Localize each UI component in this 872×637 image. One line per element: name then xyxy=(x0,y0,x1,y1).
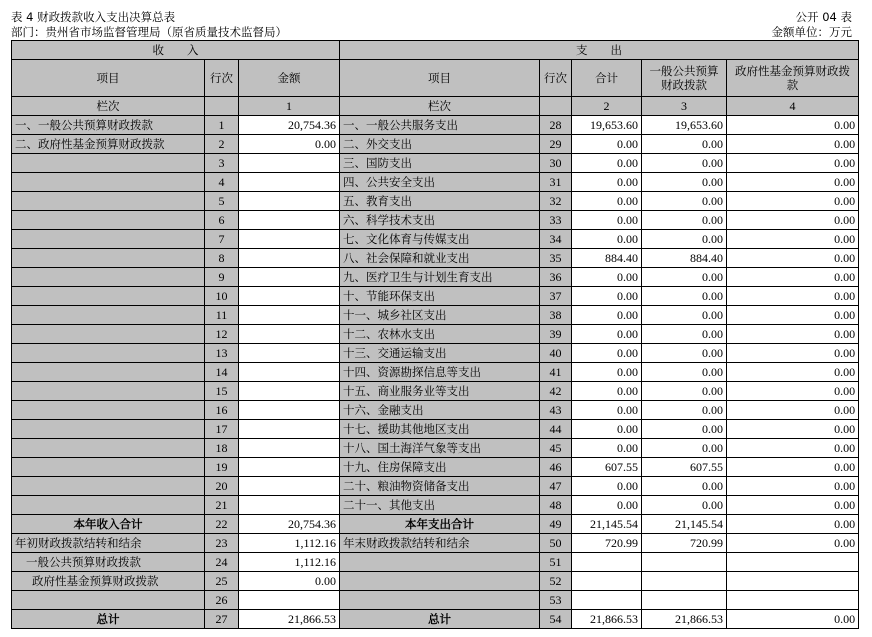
income-amount xyxy=(239,211,340,230)
table-row xyxy=(12,268,859,287)
income-line-no: 11 xyxy=(205,306,239,325)
expense-item: 八、社会保障和就业支出 xyxy=(340,249,540,268)
blank-row xyxy=(12,591,859,610)
table-row xyxy=(12,230,859,249)
table-row xyxy=(12,306,859,325)
expense-fund-cell: 0.00 xyxy=(727,192,859,211)
expense-general-cell: 0.00 xyxy=(642,439,727,458)
begin-carryover-no: 23 xyxy=(205,534,239,553)
expense-item: 七、文化体育与传媒支出 xyxy=(340,230,540,249)
income-amount xyxy=(239,230,340,249)
income-amount xyxy=(239,306,340,325)
income-line-no: 8 xyxy=(205,249,239,268)
unit-label: 金额单位：万元 xyxy=(771,25,852,39)
expense-total-cell: 0.00 xyxy=(572,230,642,249)
expense-fund-cell: 0.00 xyxy=(727,382,859,401)
column-header-row xyxy=(12,60,859,97)
income-total-row xyxy=(12,515,859,534)
table-row xyxy=(12,192,859,211)
expense-total-label: 本年支出合计 xyxy=(340,515,540,534)
income-amount xyxy=(239,287,340,306)
income-line-no: 15 xyxy=(205,382,239,401)
expense-fund-cell: 0.00 xyxy=(727,116,859,135)
expense-line-no: 33 xyxy=(540,211,572,230)
table-row xyxy=(12,363,859,382)
income-amount xyxy=(239,249,340,268)
income-item xyxy=(12,344,205,363)
expense-total-cell: 0.00 xyxy=(572,363,642,382)
expense-item: 十九、住房保障支出 xyxy=(340,458,540,477)
expense-fund-cell: 0.00 xyxy=(727,477,859,496)
expense-total-fund: 0.00 xyxy=(727,515,859,534)
expense-general-cell: 0.00 xyxy=(642,363,727,382)
table-row xyxy=(12,287,859,306)
grand-total-label: 总计 xyxy=(12,610,205,629)
table-row xyxy=(12,173,859,192)
expense-general-cell: 607.55 xyxy=(642,458,727,477)
expense-general-cell: 0.00 xyxy=(642,173,727,192)
begin-fund-label: 政府性基金预算财政拨款 xyxy=(12,572,205,591)
grand-total-no: 27 xyxy=(205,610,239,629)
carryover-fund-row xyxy=(12,572,859,591)
expense-general-cell: 0.00 xyxy=(642,420,727,439)
expense-line-no: 32 xyxy=(540,192,572,211)
department-label: 部门：贵州省市场监督管理局（原省质量技术监督局） xyxy=(11,25,287,39)
expense-total-cell: 884.40 xyxy=(572,249,642,268)
income-item xyxy=(12,439,205,458)
expense-general-cell: 0.00 xyxy=(642,287,727,306)
expense-total-cell: 607.55 xyxy=(572,458,642,477)
end-carryover-fund: 0.00 xyxy=(727,534,859,553)
expense-total-cell: 19,653.60 xyxy=(572,116,642,135)
expense-fund-cell: 0.00 xyxy=(727,173,859,192)
expense-fund-cell: 0.00 xyxy=(727,420,859,439)
table-row xyxy=(12,249,859,268)
begin-fund-amount: 0.00 xyxy=(239,572,340,591)
expense-total-cell: 0.00 xyxy=(572,268,642,287)
expense-grand-total-label: 总计 xyxy=(340,610,540,629)
expense-line-no: 42 xyxy=(540,382,572,401)
expense-item: 五、教育支出 xyxy=(340,192,540,211)
income-group-header: 收 入 xyxy=(12,41,340,60)
expense-item: 十六、金融支出 xyxy=(340,401,540,420)
income-amount xyxy=(239,401,340,420)
income-item xyxy=(12,230,205,249)
income-line-no: 4 xyxy=(205,173,239,192)
seq-2: 2 xyxy=(572,97,642,116)
end-carryover-no: 50 xyxy=(540,534,572,553)
expense-line-no: 36 xyxy=(540,268,572,287)
expense-fund-cell: 0.00 xyxy=(727,249,859,268)
expense-line-no: 41 xyxy=(540,363,572,382)
expense-total-cell: 0.00 xyxy=(572,477,642,496)
col-line-no: 行次 xyxy=(205,60,239,97)
income-amount xyxy=(239,496,340,515)
expense-total-cell: 0.00 xyxy=(572,344,642,363)
exp-line-53: 53 xyxy=(540,591,572,610)
begin-general-label: 一般公共预算财政拨款 xyxy=(12,553,205,572)
expense-fund-cell: 0.00 xyxy=(727,154,859,173)
income-item xyxy=(12,496,205,515)
expense-fund-cell: 0.00 xyxy=(727,439,859,458)
expense-total: 21,145.54 xyxy=(572,515,642,534)
grand-total-amount: 21,866.53 xyxy=(239,610,340,629)
expense-item: 十、节能环保支出 xyxy=(340,287,540,306)
exp-seq-blank xyxy=(540,97,572,116)
income-line-no: 3 xyxy=(205,154,239,173)
table-row xyxy=(12,135,859,154)
expense-line-no: 47 xyxy=(540,477,572,496)
carryover-row xyxy=(12,534,859,553)
income-amount xyxy=(239,477,340,496)
income-line-no: 17 xyxy=(205,420,239,439)
seq-4: 4 xyxy=(727,97,859,116)
expense-item: 二、外交支出 xyxy=(340,135,540,154)
table-row xyxy=(12,439,859,458)
table-row xyxy=(12,325,859,344)
expense-grand-total-general: 21,866.53 xyxy=(642,610,727,629)
col-amount: 金额 xyxy=(239,60,340,97)
income-line-no: 5 xyxy=(205,192,239,211)
income-line-no: 9 xyxy=(205,268,239,287)
expense-line-no: 40 xyxy=(540,344,572,363)
income-total-amount: 20,754.36 xyxy=(239,515,340,534)
expense-total-cell: 0.00 xyxy=(572,154,642,173)
expense-total-cell: 0.00 xyxy=(572,325,642,344)
income-item xyxy=(12,401,205,420)
exp-seq-label: 栏次 xyxy=(340,97,540,116)
expense-item: 一、一般公共服务支出 xyxy=(340,116,540,135)
expense-total-general: 21,145.54 xyxy=(642,515,727,534)
income-item xyxy=(12,211,205,230)
income-total-no: 22 xyxy=(205,515,239,534)
seq-label: 栏次 xyxy=(12,97,205,116)
income-amount xyxy=(239,458,340,477)
expense-total-cell: 0.00 xyxy=(572,211,642,230)
table-row xyxy=(12,116,859,135)
begin-carryover-amount: 1,112.16 xyxy=(239,534,340,553)
income-line-no: 19 xyxy=(205,458,239,477)
expense-item: 四、公共安全支出 xyxy=(340,173,540,192)
income-amount xyxy=(239,173,340,192)
expense-total-cell: 0.00 xyxy=(572,439,642,458)
expense-general-cell: 0.00 xyxy=(642,211,727,230)
expense-line-no: 38 xyxy=(540,306,572,325)
expense-line-no: 34 xyxy=(540,230,572,249)
expense-fund-cell: 0.00 xyxy=(727,496,859,515)
income-amount xyxy=(239,439,340,458)
expense-line-no: 48 xyxy=(540,496,572,515)
expense-general-cell: 0.00 xyxy=(642,230,727,249)
income-item xyxy=(12,477,205,496)
income-amount xyxy=(239,420,340,439)
expense-item: 二十、粮油物资储备支出 xyxy=(340,477,540,496)
income-item xyxy=(12,287,205,306)
exp-line-51: 51 xyxy=(540,553,572,572)
table-row xyxy=(12,458,859,477)
table-title: 表 4 财政拨款收入支出决算总表 xyxy=(11,10,176,24)
col-exp-line-no: 行次 xyxy=(540,60,572,97)
expense-fund-cell: 0.00 xyxy=(727,458,859,477)
income-line-no: 20 xyxy=(205,477,239,496)
income-line-no: 13 xyxy=(205,344,239,363)
table-row xyxy=(12,477,859,496)
expense-general-cell: 0.00 xyxy=(642,401,727,420)
seq-3: 3 xyxy=(642,97,727,116)
income-amount xyxy=(239,154,340,173)
expense-total-cell: 0.00 xyxy=(572,287,642,306)
col-total: 合计 xyxy=(572,60,642,97)
expense-line-no: 43 xyxy=(540,401,572,420)
expense-fund-cell: 0.00 xyxy=(727,325,859,344)
expense-general-cell: 0.00 xyxy=(642,382,727,401)
expense-general-cell: 19,653.60 xyxy=(642,116,727,135)
income-amount xyxy=(239,192,340,211)
seq-row xyxy=(12,97,859,116)
expense-fund-cell: 0.00 xyxy=(727,268,859,287)
expense-item: 十五、商业服务业等支出 xyxy=(340,382,540,401)
expense-item: 十四、资源勘探信息等支出 xyxy=(340,363,540,382)
expense-fund-cell: 0.00 xyxy=(727,230,859,249)
exp-line-52: 52 xyxy=(540,572,572,591)
income-item xyxy=(12,154,205,173)
group-header-row xyxy=(12,41,859,60)
income-item xyxy=(12,249,205,268)
end-carryover-general: 720.99 xyxy=(642,534,727,553)
table-row xyxy=(12,401,859,420)
expense-grand-total: 21,866.53 xyxy=(572,610,642,629)
begin-general-no: 24 xyxy=(205,553,239,572)
col-exp-item: 项目 xyxy=(340,60,540,97)
expense-line-no: 29 xyxy=(540,135,572,154)
appropriation-table xyxy=(11,40,859,629)
income-line-no: 18 xyxy=(205,439,239,458)
income-item: 二、政府性基金预算财政拨款 xyxy=(12,135,205,154)
income-item xyxy=(12,382,205,401)
end-carryover-label: 年末财政拨款结转和结余 xyxy=(340,534,540,553)
income-item xyxy=(12,306,205,325)
blank-row-no: 26 xyxy=(205,591,239,610)
expense-grand-total-fund: 0.00 xyxy=(727,610,859,629)
income-line-no: 2 xyxy=(205,135,239,154)
income-amount xyxy=(239,325,340,344)
seq-blank xyxy=(205,97,239,116)
income-amount xyxy=(239,363,340,382)
expense-line-no: 31 xyxy=(540,173,572,192)
begin-carryover-label: 年初财政拨款结转和结余 xyxy=(12,534,205,553)
income-item xyxy=(12,192,205,211)
expense-general-cell: 884.40 xyxy=(642,249,727,268)
expense-general-cell: 0.00 xyxy=(642,344,727,363)
income-line-no: 1 xyxy=(205,116,239,135)
expense-total-cell: 0.00 xyxy=(572,420,642,439)
income-line-no: 14 xyxy=(205,363,239,382)
expense-fund-cell: 0.00 xyxy=(727,363,859,382)
expense-general-cell: 0.00 xyxy=(642,268,727,287)
expense-line-no: 46 xyxy=(540,458,572,477)
expense-total-cell: 0.00 xyxy=(572,382,642,401)
expense-total-cell: 0.00 xyxy=(572,496,642,515)
income-total-label: 本年收入合计 xyxy=(12,515,205,534)
expense-total-cell: 0.00 xyxy=(572,306,642,325)
seq-1: 1 xyxy=(239,97,340,116)
col-general-budget: 一般公共预算财政拨款 xyxy=(642,60,727,97)
expense-general-cell: 0.00 xyxy=(642,496,727,515)
income-amount: 20,754.36 xyxy=(239,116,340,135)
expense-item: 六、科学技术支出 xyxy=(340,211,540,230)
expense-line-no: 45 xyxy=(540,439,572,458)
table-row xyxy=(12,154,859,173)
income-line-no: 16 xyxy=(205,401,239,420)
expense-total-cell: 0.00 xyxy=(572,401,642,420)
income-item xyxy=(12,325,205,344)
expense-line-no: 28 xyxy=(540,116,572,135)
expense-item: 二十一、其他支出 xyxy=(340,496,540,515)
income-amount xyxy=(239,344,340,363)
expense-item: 十一、城乡社区支出 xyxy=(340,306,540,325)
expense-general-cell: 0.00 xyxy=(642,135,727,154)
table-row xyxy=(12,211,859,230)
col-gov-fund: 政府性基金预算财政拨款 xyxy=(727,60,859,97)
income-item: 一、一般公共预算财政拨款 xyxy=(12,116,205,135)
col-item: 项目 xyxy=(12,60,205,97)
expense-total-cell: 0.00 xyxy=(572,192,642,211)
expense-general-cell: 0.00 xyxy=(642,192,727,211)
income-amount xyxy=(239,268,340,287)
income-line-no: 12 xyxy=(205,325,239,344)
expense-item: 十三、交通运输支出 xyxy=(340,344,540,363)
end-carryover-total: 720.99 xyxy=(572,534,642,553)
expense-fund-cell: 0.00 xyxy=(727,135,859,154)
expense-general-cell: 0.00 xyxy=(642,154,727,173)
expense-item: 三、国防支出 xyxy=(340,154,540,173)
income-item xyxy=(12,458,205,477)
expense-general-cell: 0.00 xyxy=(642,325,727,344)
table-row xyxy=(12,344,859,363)
expense-line-no: 37 xyxy=(540,287,572,306)
expense-line-no: 30 xyxy=(540,154,572,173)
expense-fund-cell: 0.00 xyxy=(727,287,859,306)
income-line-no: 7 xyxy=(205,230,239,249)
expense-line-no: 39 xyxy=(540,325,572,344)
begin-general-amount: 1,112.16 xyxy=(239,553,340,572)
income-item xyxy=(12,268,205,287)
table-row xyxy=(12,382,859,401)
income-item xyxy=(12,420,205,439)
form-code: 公开 04 表 xyxy=(795,10,852,24)
expense-group-header: 支 出 xyxy=(340,41,859,60)
expense-item: 十八、国土海洋气象等支出 xyxy=(340,439,540,458)
expense-general-cell: 0.00 xyxy=(642,306,727,325)
expense-item: 九、医疗卫生与计划生育支出 xyxy=(340,268,540,287)
expense-item: 十二、农林水支出 xyxy=(340,325,540,344)
income-line-no: 6 xyxy=(205,211,239,230)
table-row xyxy=(12,420,859,439)
income-item xyxy=(12,363,205,382)
table-row xyxy=(12,496,859,515)
expense-grand-total-no: 54 xyxy=(540,610,572,629)
begin-fund-no: 25 xyxy=(205,572,239,591)
income-line-no: 10 xyxy=(205,287,239,306)
expense-total-no: 49 xyxy=(540,515,572,534)
expense-item: 十七、援助其他地区支出 xyxy=(340,420,540,439)
income-line-no: 21 xyxy=(205,496,239,515)
expense-fund-cell: 0.00 xyxy=(727,211,859,230)
income-amount: 0.00 xyxy=(239,135,340,154)
expense-line-no: 44 xyxy=(540,420,572,439)
expense-total-cell: 0.00 xyxy=(572,173,642,192)
grand-total-row xyxy=(12,610,859,629)
carryover-general-row xyxy=(12,553,859,572)
income-item xyxy=(12,173,205,192)
expense-fund-cell: 0.00 xyxy=(727,344,859,363)
income-amount xyxy=(239,382,340,401)
expense-fund-cell: 0.00 xyxy=(727,401,859,420)
expense-total-cell: 0.00 xyxy=(572,135,642,154)
expense-line-no: 35 xyxy=(540,249,572,268)
expense-fund-cell: 0.00 xyxy=(727,306,859,325)
expense-general-cell: 0.00 xyxy=(642,477,727,496)
